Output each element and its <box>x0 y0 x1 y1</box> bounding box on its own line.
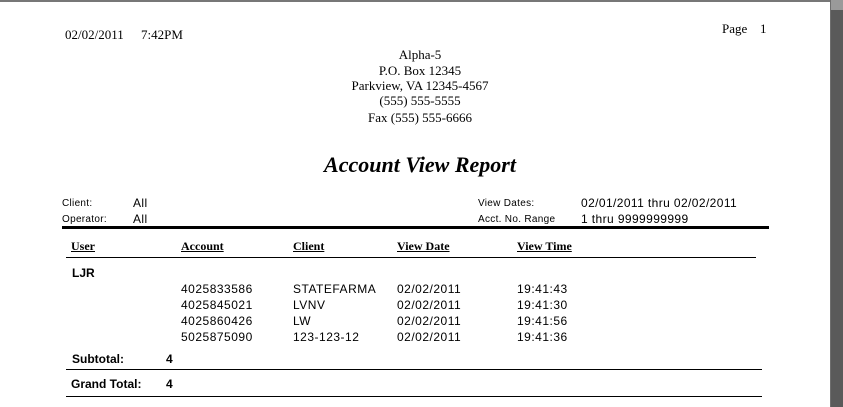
group-user: LJR <box>72 266 95 280</box>
print-time: 7:42PM <box>141 27 183 42</box>
grand-total-value: 4 <box>166 377 173 391</box>
header-rule <box>62 226 769 229</box>
client-filter-value: All <box>133 196 148 210</box>
col-header-account: Account <box>181 239 224 253</box>
print-date: 02/02/2011 <box>65 27 124 42</box>
report-title: Account View Report <box>324 152 516 177</box>
cell-view-time: 19:41:43 <box>517 282 568 296</box>
cell-client: STATEFARMA <box>293 282 377 296</box>
subtotal-rule <box>66 369 762 370</box>
cell-client: LW <box>293 314 312 328</box>
cell-view-time: 19:41:30 <box>517 298 568 312</box>
cell-view-date: 02/02/2011 <box>397 330 462 344</box>
cell-account: 5025875090 <box>181 330 253 344</box>
subtotal-label: Subtotal: <box>72 352 124 366</box>
grand-total-rule <box>66 396 762 397</box>
cell-account: 4025833586 <box>181 282 253 296</box>
client-filter-label: Client: <box>62 198 93 209</box>
view-dates-value: 02/01/2011 thru 02/02/2011 <box>581 196 738 210</box>
cell-view-time: 19:41:36 <box>517 330 568 344</box>
cell-account: 4025845021 <box>181 298 253 312</box>
col-header-user: User <box>71 239 95 253</box>
cell-account: 4025860426 <box>181 314 253 328</box>
operator-filter-label: Operator: <box>62 214 107 225</box>
cell-client: LVNV <box>293 298 326 312</box>
acct-range-label: Acct. No. Range <box>478 214 556 225</box>
operator-filter-value: All <box>133 212 148 226</box>
cell-view-date: 02/02/2011 <box>397 298 462 312</box>
page-number: 1 <box>760 21 767 36</box>
page-shadow <box>831 10 843 407</box>
column-header-rule <box>66 257 756 258</box>
col-header-client: Client <box>293 239 325 253</box>
page-top-border <box>0 0 830 2</box>
grand-total-label: Grand Total: <box>71 377 142 391</box>
cell-view-time: 19:41:56 <box>517 314 568 328</box>
cell-view-date: 02/02/2011 <box>397 282 462 296</box>
page-label: Page <box>722 21 748 36</box>
acct-range-value: 1 thru 9999999999 <box>581 212 689 226</box>
company-phone: (555) 555-5555 <box>379 93 461 108</box>
cell-client: 123-123-12 <box>293 330 360 344</box>
company-fax: Fax (555) 555-6666 <box>368 110 472 125</box>
company-address-2: Parkview, VA 12345-4567 <box>351 78 489 93</box>
cell-view-date: 02/02/2011 <box>397 314 462 328</box>
col-header-view-time: View Time <box>517 239 572 253</box>
subtotal-value: 4 <box>166 352 173 366</box>
view-dates-label: View Dates: <box>478 198 535 209</box>
company-address-1: P.O. Box 12345 <box>378 63 462 78</box>
company-name: Alpha-5 <box>398 47 442 62</box>
col-header-view-date: View Date <box>397 239 450 253</box>
